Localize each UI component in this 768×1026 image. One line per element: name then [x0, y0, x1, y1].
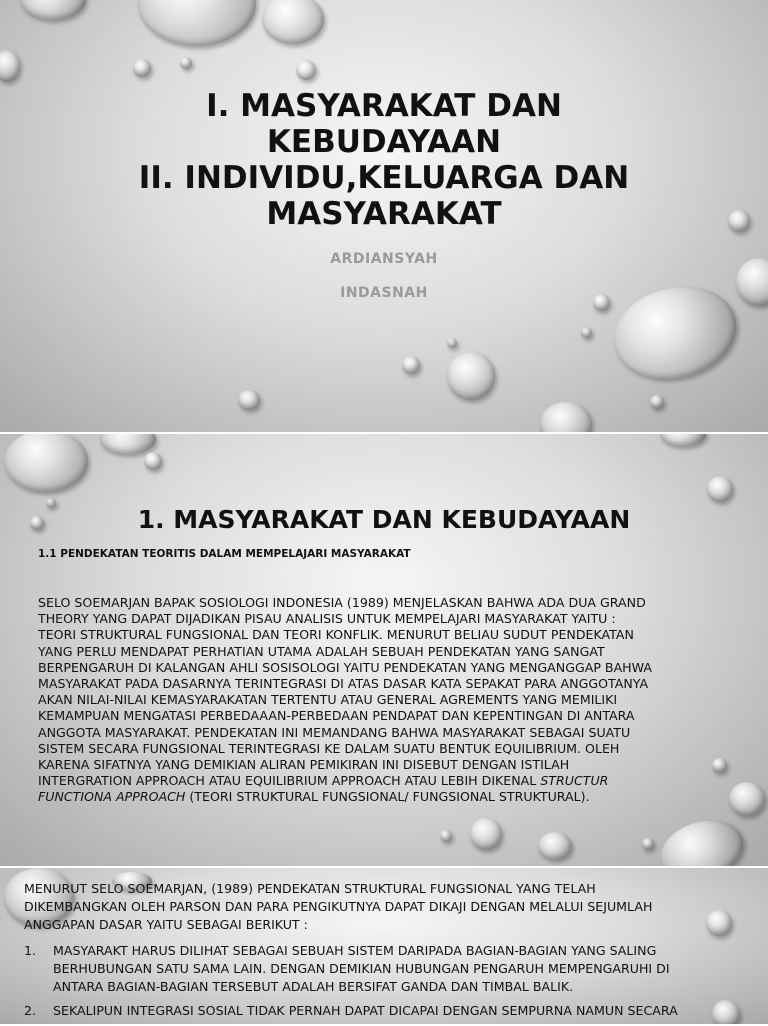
body-line: KEMAMPUAN MENGATASI PERBEDAAAN-PERBEDAAN PENDAPAT DAN KEPENTINGAN DI ANTARA: [38, 708, 635, 724]
body-line: INTERGRATION APPROACH ATAU EQUILIBRIUM APPROACH ATAU LEBIH DIKENAL: [38, 773, 541, 789]
water-drop-decoration: [707, 476, 733, 502]
list-item-line: ANTARA BAGIAN-BAGIAN TERSEBUT ADALAH BERSIFAT GANDA DAN TIMBAL BALIK.: [53, 979, 574, 994]
body-line: KARENA SIFATNYA YANG DEMIKIAN ALIRAN PEMIKIRAN INI DISEBUT DENGAN ISTILAH: [38, 757, 570, 773]
slide-title-line: I. MASYARAKAT DAN: [206, 88, 562, 124]
water-drop-decoration: [447, 352, 495, 400]
water-drop-decoration: [20, 0, 86, 20]
body-line: ANGGOTA MASYARAKAT. PENDEKATAN INI MEMANDANG BAHWA MASYARAKAT SEBAGAI SUATU: [38, 724, 631, 740]
intro-paragraph: [24, 880, 739, 934]
italic-term: STRUCTUR: [540, 773, 609, 789]
slide-title: [0, 88, 768, 232]
body-line: MASYARAKAT PADA DASARNYA TERINTEGRASI DI ATAS DASAR KATA SEPAKAT PARA ANGGOTANYA: [38, 676, 649, 692]
intro-line: ANGGAPAN DASAR YAITU SEBAGAI BERIKUT :: [24, 917, 308, 932]
list-item: [24, 942, 739, 996]
list-item-line: SEKALIPUN INTEGRASI SOSIAL TIDAK PERNAH DAPAT DICAPAI DENGAN SEMPURNA NAMUN SECARA: [53, 1003, 678, 1018]
body-line: SISTEM SECARA FUNGSIONAL TERINTEGRASI KE DALAM SUATU BENTUK EQUILIBRIUM. OLEH: [38, 740, 620, 756]
list-item-number: 2.: [24, 1003, 37, 1018]
water-drop-decoration: [650, 395, 664, 409]
water-drop-decoration: [540, 402, 592, 432]
body-line: BERPENGARUH DI KALANGAN AHLI SOSISOLOGI YAITU PENDEKATAN YANG MENGANGGAP BAHWA: [38, 659, 653, 675]
list-item: [24, 1002, 739, 1020]
author-name: INDASNAH: [340, 285, 428, 301]
intro-line: MENURUT SELO SOEMARJAN, (1989) PENDEKATAN STRUKTURAL FUNGSIONAL YANG TELAH: [24, 881, 596, 896]
water-drop-decoration: [138, 0, 256, 46]
water-drop-decoration: [262, 0, 324, 44]
slide-title-line: II. INDIVIDU,KELUARGA DAN: [138, 160, 630, 196]
water-drop-decoration: [238, 390, 260, 410]
slide-heading: 1. MASYARAKAT DAN KEBUDAYAAN: [137, 505, 631, 534]
numbered-list: [24, 942, 739, 1026]
water-drop-decoration: [133, 59, 151, 77]
water-drop-decoration: [0, 50, 20, 82]
author-name: ARDIANSYAH: [330, 251, 438, 267]
water-drop-decoration: [180, 57, 192, 69]
list-item-line: MASYARAKT HARUS DILIHAT SEBAGAI SEBUAH SISTEM DARIPADA BAGIAN-BAGIAN YANG SALING: [53, 943, 657, 958]
italic-term: FUNCTIONA APPROACH: [38, 789, 186, 805]
body-paragraph: [38, 595, 738, 806]
water-drop-decoration: [100, 434, 156, 454]
section-subheading: 1.1 PENDEKATAN TEORITIS DALAM MEMPELAJARI MASYARAKAT: [38, 548, 411, 560]
body-line: YANG PERLU MENDAPAT PERHATIAN UTAMA ADALAH SEBUAH PENDEKATAN YANG SANGAT: [38, 643, 605, 659]
body-line: SELO SOEMARJAN BAPAK SOSIOLOGI INDONESIA (1989) MENJELASKAN BAHWA ADA DUA GRAND: [38, 595, 646, 610]
water-drop-decoration: [654, 812, 750, 866]
water-drop-decoration: [538, 832, 572, 860]
water-drop-decoration: [440, 830, 452, 842]
water-drop-decoration: [470, 818, 502, 850]
water-drop-decoration: [402, 356, 420, 374]
body-line: AKAN NILAI-NILAI KEMASYARAKATAN TERTENTU ATAU GENERAL AGREMENTS YANG MEMILIKI: [38, 692, 618, 708]
list-item-line: BERHUBUNGAN SATU SAMA LAIN. DENGAN DEMIKIAN HUBUNGAN PENGARUH MEMPENGARUHI DI: [53, 961, 670, 976]
water-drop-decoration: [660, 434, 706, 446]
body-line: (TEORI STRUKTURAL FUNGSIONAL/ FUNGSIONAL STRUKTURAL).: [185, 789, 590, 805]
list-item-number: 1.: [24, 943, 37, 958]
slide-title-line: KEBUDAYAAN: [266, 124, 502, 160]
title-slide: [0, 0, 768, 432]
water-drop-decoration: [581, 327, 592, 338]
intro-line: DIKEMBANGKAN OLEH PARSON DAN PARA PENGIKUTNYA DAPAT DIKAJI DENGAN MELALUI SEJUMLAH: [24, 899, 653, 914]
water-drop-decoration: [4, 434, 88, 492]
body-line: THEORY YANG DAPAT DIJADIKAN PISAU ANALISIS UNTUK MEMPELAJARI MASYARAKAT YAITU :: [38, 611, 616, 627]
water-drop-decoration: [642, 838, 654, 850]
water-drop-decoration: [296, 60, 316, 80]
slide-title-line: MASYARAKAT: [266, 196, 502, 232]
water-drop-decoration: [144, 452, 162, 470]
body-line: TEORI STRUKTURAL FUNGSIONAL DAN TEORI KONFLIK. MENURUT BELIAU SUDUT PENDEKATAN: [38, 627, 634, 643]
water-drop-decoration: [447, 338, 457, 348]
